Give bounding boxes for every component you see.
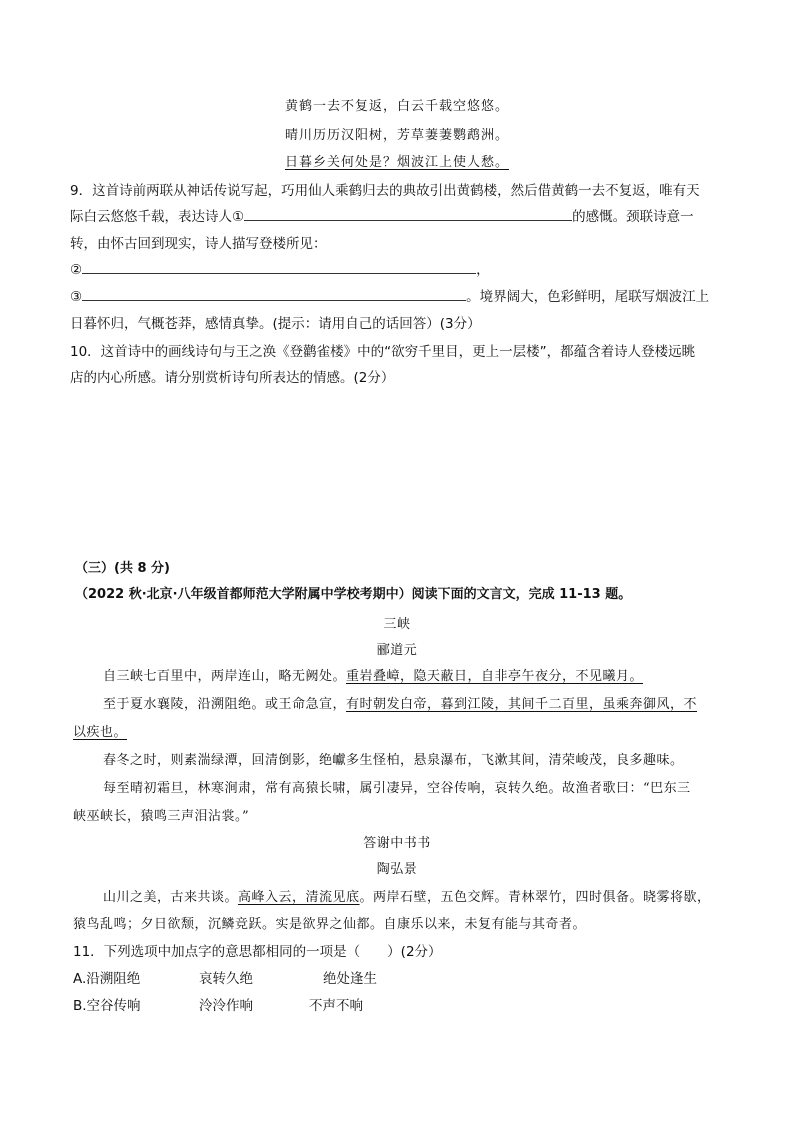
passage1-paragraph-4-cont: 峡巫峡长，猿鸣三声泪沾裳。”: [73, 809, 250, 824]
q9-line-2-prefix: 际白云悠悠千载，表达诗人①: [70, 209, 245, 225]
poem-line-1: 黄鹤一去不复返，白云千载空悠悠。: [284, 99, 509, 114]
q9-blank-1[interactable]: [244, 206, 572, 221]
q9-line-4: [70, 258, 490, 278]
passage2-p1-underlined: 高峰入云，清流见底: [238, 890, 360, 905]
passage1-p2-cont-underlined: 以疾也。: [73, 725, 128, 740]
q9-line-2-suffix: 的感慨。颈联诗意一: [572, 209, 694, 225]
q10-line-1: 10．这首诗中的画线诗句与王之涣《登鹳雀楼》中的“欲穷千里目，更上一层楼”，都蕴含着诗人登楼远眺: [70, 344, 696, 360]
passage1-paragraph-3: 春冬之时，则素湍绿潭，回清倒影，绝巘多生怪柏，悬泉瀑布，飞漱其间，清荣峻茂，良多趣味。: [103, 753, 684, 768]
passage2-p1-text-1: 山川之美，古来共谈。: [103, 890, 239, 905]
passage1-paragraph-1: [103, 665, 643, 684]
q9-blank-3[interactable]: [82, 286, 466, 301]
q9-line-1: 9．这首诗前两联从神话传说写起，巧用仙人乘鹤归去的典故引出黄鹤楼，然后借黄鹤一去不复返，唯有天: [70, 183, 700, 199]
poem-line-3: [0, 151, 794, 170]
passage2-p1-text-2: 。两岸石壁，五色交辉。青林翠竹，四时俱备。晓雾将歇，: [359, 890, 711, 905]
passage1-p2-underlined: 有时朝发白帝，暮到江陵，其间千二百里，虽乘奔御风，不: [346, 697, 698, 712]
passage1-p1-underlined: 重岩叠嶂，隐天蔽日，自非亭午夜分，不见曦月。: [346, 669, 644, 684]
passage2-paragraph-1-cont: 猿鸟乱鸣；夕日欲颓，沉鳞竞跃。实是欲界之仙都。自康乐以来，未复有能与其奇者。: [73, 917, 587, 932]
passage1-title: 三峡: [383, 617, 411, 632]
passage1-p1-text: 自三峡七百里中，两岸连山，略无阙处。: [103, 669, 347, 684]
passage1-paragraph-2-cont: [73, 721, 127, 740]
passage1-author: 郦道元: [376, 643, 418, 658]
passage1-p2-text: 至于夏水襄陵，沿溯阻绝。或王命急宣，: [103, 697, 347, 712]
q11-option-b-1: B.空谷传响: [73, 998, 141, 1014]
section-heading: （三）(共 8 分): [75, 561, 170, 576]
passage2-author: 陶弘景: [376, 862, 418, 877]
passage2-paragraph-1: [103, 886, 711, 905]
q9-blank-2-suffix: ，: [476, 262, 490, 278]
poem-line-2: 晴川历历汉阳树，芳草萋萋鹦鹉洲。: [284, 128, 509, 143]
q11-option-b-3: 不声不响: [309, 998, 363, 1014]
poem-line-3-text: 日暮乡关何处是？烟波江上使人愁。: [284, 155, 509, 170]
q11-option-a-2: 哀转久绝: [199, 971, 253, 987]
q11-option-a-3: 绝处逢生: [323, 971, 377, 987]
q9-line-2: [70, 205, 694, 225]
q9-line-3: 转，由怀古回到现实，诗人描写登楼所见：: [70, 236, 327, 252]
q9-blank-2-marker: ②: [70, 262, 83, 278]
q11-stem: 11．下列选项中加点字的意思都相同的一项是（ ）(2分）: [73, 944, 442, 960]
q11-option-b[interactable]: [73, 994, 363, 1014]
section-source: （2022 秋·北京·八年级首都师范大学附属中学校考期中）阅读下面的文言文，完成 11-13 题。: [75, 587, 632, 602]
q9-blank-3-suffix: 。境界阔大，色彩鲜明，尾联写烟波江上: [466, 289, 710, 305]
q9-blank-2[interactable]: [82, 259, 476, 274]
passage1-paragraph-4: 每至晴初霜旦，林寒涧肃，常有高猿长啸，属引凄异，空谷传响，哀转久绝。故渔者歌曰：“巴东三: [103, 781, 691, 796]
q9-line-5: [70, 285, 709, 305]
passage1-paragraph-2: [103, 693, 697, 712]
passage2-title: 答谢中书书: [363, 836, 431, 851]
q10-line-2: 店的内心所感。请分别赏析诗句所表达的情感。(2分）: [70, 370, 395, 386]
q11-option-a-1: A.沿溯阻绝: [73, 971, 141, 987]
q9-line-6: 日暮怀归，气概苍莽，感情真挚。(提示：请用自己的话回答）(3分）: [70, 316, 481, 332]
q9-blank-3-marker: ③: [70, 289, 83, 305]
q11-option-a[interactable]: [73, 967, 377, 987]
q11-option-b-2: 泠泠作响: [199, 998, 253, 1014]
